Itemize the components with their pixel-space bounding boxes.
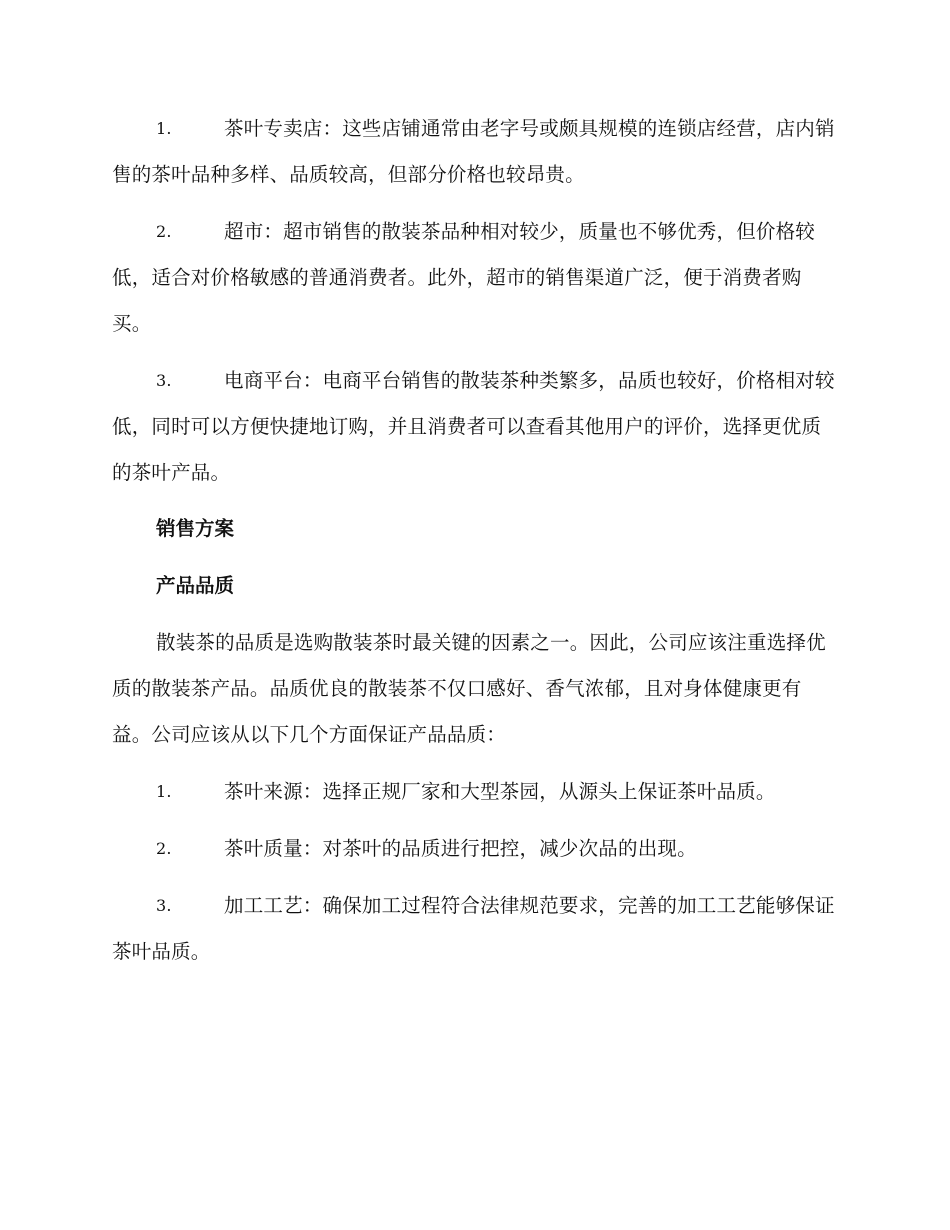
- list-item: [112, 106, 837, 198]
- list-item: [112, 769, 837, 815]
- list-item-text: 加工工艺：确保加工过程符合法律规范要求，完善的加工工艺能够保证茶叶品质。: [112, 894, 835, 963]
- list-number: 3.: [156, 896, 172, 915]
- list-item-text: 茶叶质量：对茶叶的品质进行把控，减少次品的出现。: [224, 837, 697, 860]
- list-item: [112, 826, 837, 872]
- list-number: 1.: [156, 782, 172, 801]
- list-item-text: 茶叶专卖店：这些店铺通常由老字号或颇具规模的连锁店经营，店内销售的茶叶品种多样、品质较高，但部分价格也较昂贵。: [112, 117, 835, 186]
- list-item: [112, 209, 837, 347]
- body-paragraph: 散装茶的品质是选购散装茶时最关键的因素之一。因此，公司应该注重选择优质的散装茶产品。品质优良的散装茶不仅口感好、香气浓郁，且对身体健康更有益。公司应该从以下几个方面保证产品品质：: [112, 631, 826, 746]
- list-item: [112, 883, 837, 975]
- list-item: [112, 358, 837, 496]
- subsection-heading: 产品品质: [156, 574, 235, 597]
- list-item-text: 电商平台：电商平台销售的散装茶种类繁多，品质也较好，价格相对较低，同时可以方便快捷地订购，并且消费者可以查看其他用户的评价，选择更优质的茶叶产品。: [112, 369, 835, 484]
- section-heading: 销售方案: [156, 517, 235, 540]
- list-item-text: 超市：超市销售的散装茶品种相对较少，质量也不够优秀，但价格较低，适合对价格敏感的普通消费者。此外，超市的销售渠道广泛，便于消费者购买。: [112, 220, 816, 335]
- list-number: 3.: [156, 371, 172, 390]
- list-number: 2.: [156, 222, 172, 241]
- list-number: 2.: [156, 839, 172, 858]
- list-item-text: 茶叶来源：选择正规厂家和大型茶园，从源头上保证茶叶品质。: [224, 780, 776, 803]
- list-number: 1.: [156, 119, 172, 138]
- document-page: [112, 106, 837, 975]
